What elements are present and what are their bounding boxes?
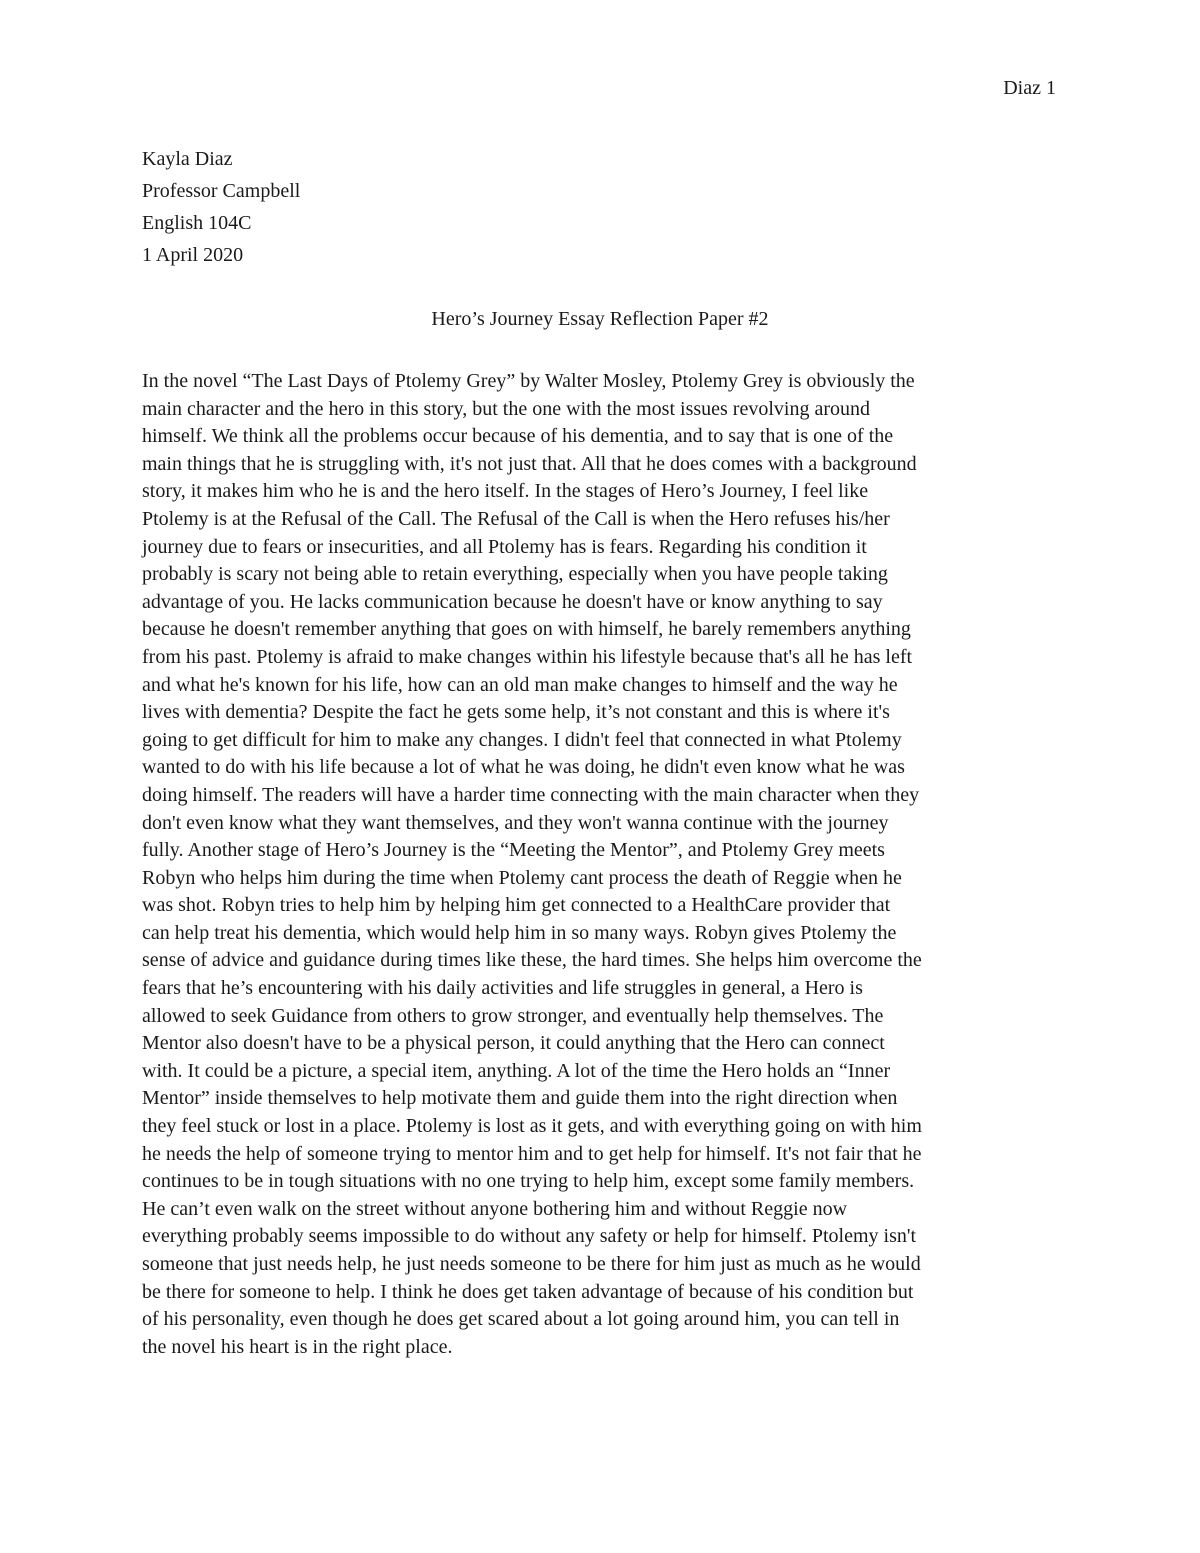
body-line: himself. We think all the problems occur because of his dementia, and to say that is one of the [142,425,894,448]
body-line: he needs the help of someone trying to mentor him and to get help for himself. It's not fair that he [142,1142,922,1165]
body-line: journey due to fears or insecurities, and all Ptolemy has is fears. Regarding his condition it [142,535,867,558]
body-line: allowed to seek Guidance from others to grow stronger, and eventually help themselves. The [142,1004,884,1027]
body-line: they feel stuck or lost in a place. Ptolemy is lost as it gets, and with everything going on with him [142,1115,922,1138]
body-line: fears that he’s encountering with his daily activities and life struggles in general, a Hero is [142,977,863,1000]
body-line: with. It could be a picture, a special item, anything. A lot of the time the Hero holds an “Inner [142,1059,891,1082]
body-line: In the novel “The Last Days of Ptolemy Grey” by Walter Mosley, Ptolemy Grey is obviously the [142,370,915,392]
body-line: lives with dementia? Despite the fact he gets some help, it’s not constant and this is where it's [142,701,890,724]
body-line: sense of advice and guidance during times like these, the hard times. She helps him overcome the [142,949,922,972]
body-line: can help treat his dementia, which would help him in so many ways. Robyn gives Ptolemy the [142,921,897,944]
body-line: Robyn who helps him during the time when Ptolemy cant process the death of Reggie when he [142,866,902,889]
body-line: be there for someone to help. I think he does get taken advantage of because of his condition but [142,1280,914,1303]
course-name: English 104C [142,212,252,234]
body-line: doing himself. The readers will have a harder time connecting with the main character when they [142,783,920,806]
body-line: was shot. Robyn tries to help him by helping him get connected to a HealthCare provider that [142,894,891,917]
running-header-page-number: Diaz 1 [1003,77,1056,99]
body-line: Ptolemy is at the Refusal of the Call. The Refusal of the Call is when the Hero refuses his/her [142,507,890,530]
body-line: don't even know what they want themselves, and they won't wanna continue with the journey [142,811,889,834]
body-line: the novel his heart is in the right place. [142,1335,453,1358]
body-line: main things that he is struggling with, it's not just that. All that he does comes with a background [142,452,917,475]
body-line: story, it makes him who he is and the hero itself. In the stages of Hero’s Journey, I feel like [142,480,869,503]
student-name: Kayla Diaz [142,148,233,170]
essay-body-paragraph [142,368,1142,1361]
body-line: main character and the hero in this story, but the one with the most issues revolving around [142,397,870,420]
body-line: someone that just needs help, he just needs someone to be there for him just as much as he would [142,1253,921,1275]
body-line: Mentor” inside themselves to help motivate them and guide them into the right direction when [142,1087,898,1110]
body-line: advantage of you. He lacks communication because he doesn't have or know anything to say [142,590,883,613]
body-line: fully. Another stage of Hero’s Journey is the “Meeting the Mentor”, and Ptolemy Grey meets [142,839,885,862]
body-line: and what he's known for his life, how can an old man make changes to himself and the way he [142,673,898,696]
body-line: wanted to do with his life because a lot of what he was doing, he didn't even know what he was [142,756,905,779]
body-line: continues to be in tough situations with no one trying to help him, except some family members. [142,1170,915,1193]
body-line: because he doesn't remember anything that goes on with himself, he barely remembers anything [142,618,911,641]
essay-title: Hero’s Journey Essay Reflection Paper #2 [431,308,769,330]
professor-name: Professor Campbell [142,180,301,202]
body-line: going to get difficult for him to make any changes. I didn't feel that connected in what Ptolemy [142,728,902,751]
body-line: probably is scary not being able to retain everything, especially when you have people taking [142,563,888,586]
body-line: of his personality, even though he does get scared about a lot going around him, you can tell in [142,1308,900,1331]
body-line: from his past. Ptolemy is afraid to make changes within his lifestyle because that's all he has left [142,645,913,668]
essay-date: 1 April 2020 [142,244,244,266]
mla-heading-block [142,143,300,271]
body-line: Mentor also doesn't have to be a physical person, it could anything that the Hero can connect [142,1032,885,1055]
body-line: everything probably seems impossible to do without any safety or help for himself. Ptolemy isn't [142,1225,917,1248]
body-line: He can’t even walk on the street without anyone bothering him and without Reggie now [142,1197,848,1220]
